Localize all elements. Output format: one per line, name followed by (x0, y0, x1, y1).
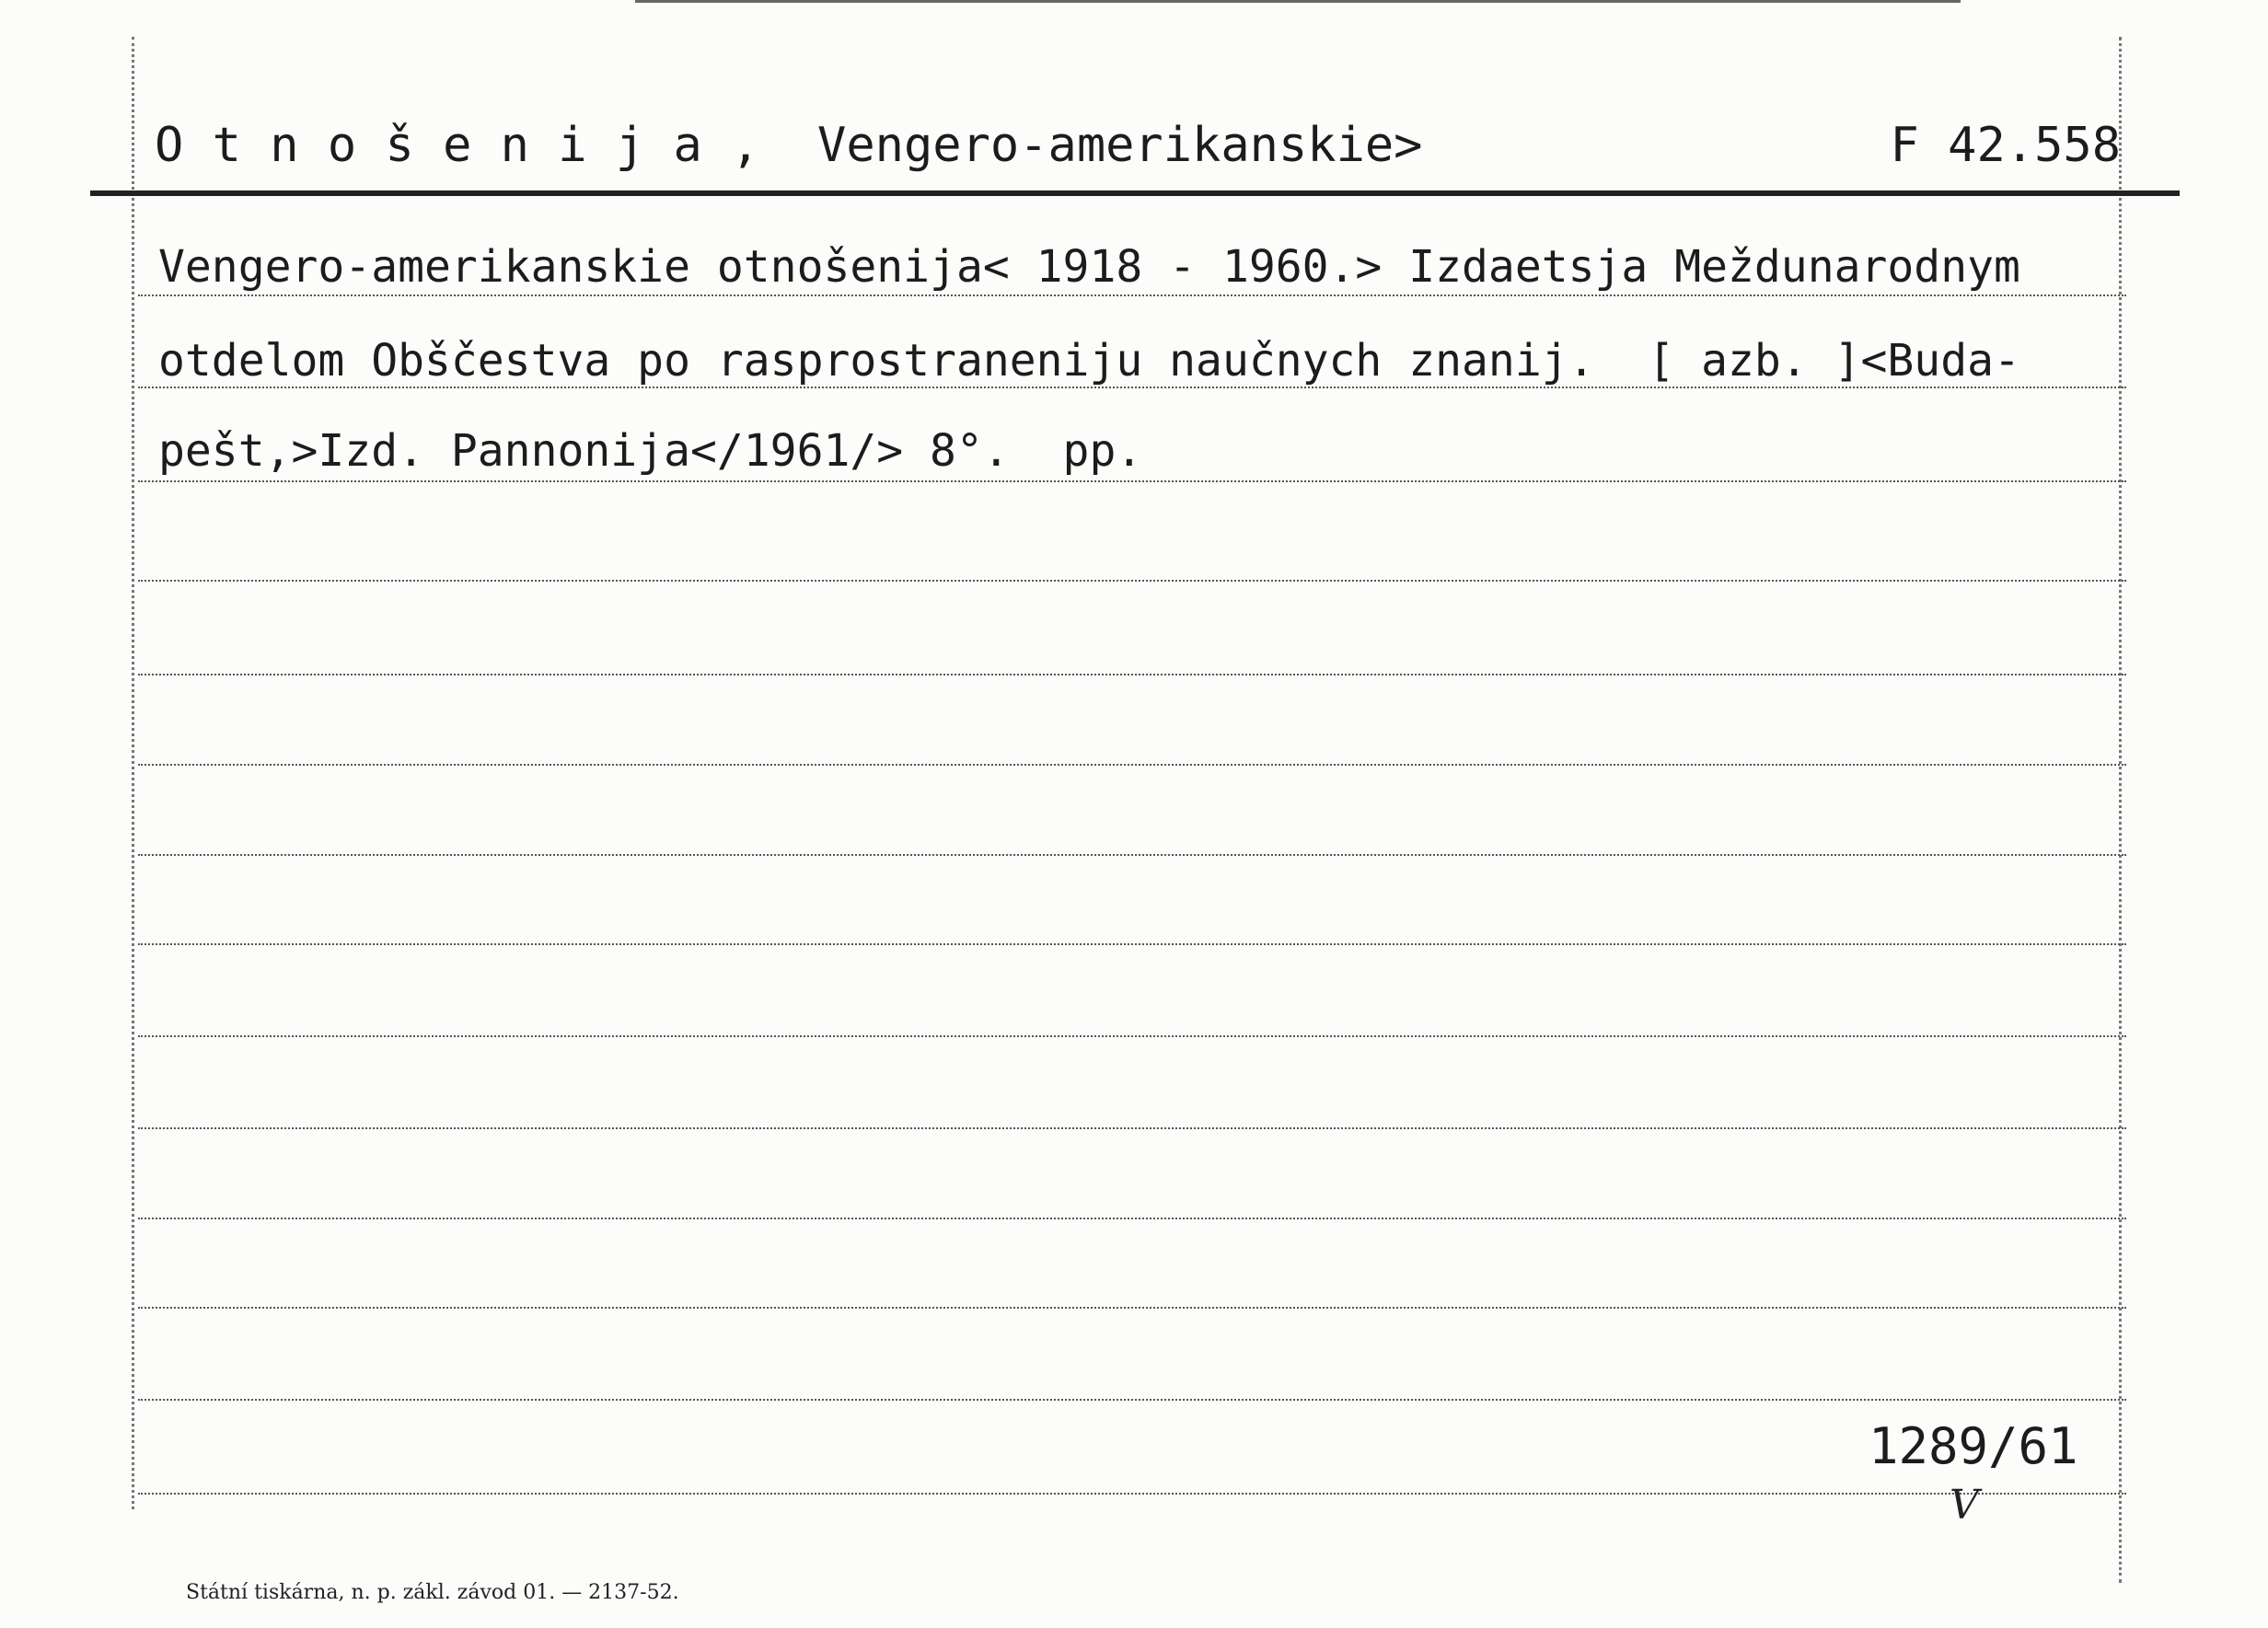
right-margin-line (2119, 37, 2122, 1583)
ruled-line (138, 1399, 2126, 1401)
ruled-line (138, 1493, 2126, 1495)
heading-rule (90, 191, 2180, 196)
description-line-3: pešt,>Izd. Pannonija</1961/> 8°. pp. (158, 425, 1143, 477)
call-number: F 42.558 (1890, 118, 2121, 173)
accession-number: 1289/61 (1869, 1417, 2078, 1475)
ruled-line (138, 580, 2126, 582)
top-edge-rule (635, 0, 1961, 3)
ruled-line (138, 1035, 2126, 1037)
check-mark: V (1950, 1482, 1979, 1529)
printer-imprint: Státní tiskárna, n. p. zákl. závod 01. — 2137-52. (186, 1581, 679, 1604)
ruled-line (138, 943, 2126, 945)
description-line-2: otdelom Obščestva po rasprostraneniju naučnych znanij. [ azb. ]<Buda- (158, 335, 2020, 387)
ruled-line (138, 764, 2126, 766)
ruled-line (138, 387, 2126, 388)
ruled-line (138, 674, 2126, 675)
ruled-line (138, 1307, 2126, 1309)
ruled-line (138, 1127, 2126, 1129)
ruled-line (138, 480, 2126, 482)
card-heading: O t n o š e n i j a , Vengero-amerikanskie> (155, 118, 1423, 173)
ruled-line (138, 294, 2126, 296)
left-margin-line (132, 37, 134, 1509)
ruled-line (138, 854, 2126, 856)
ruled-line (138, 1218, 2126, 1219)
description-line-1: Vengero-amerikanskie otnošenija< 1918 - 1960.> Izdaetsja Meždunarodnym (158, 241, 2020, 293)
